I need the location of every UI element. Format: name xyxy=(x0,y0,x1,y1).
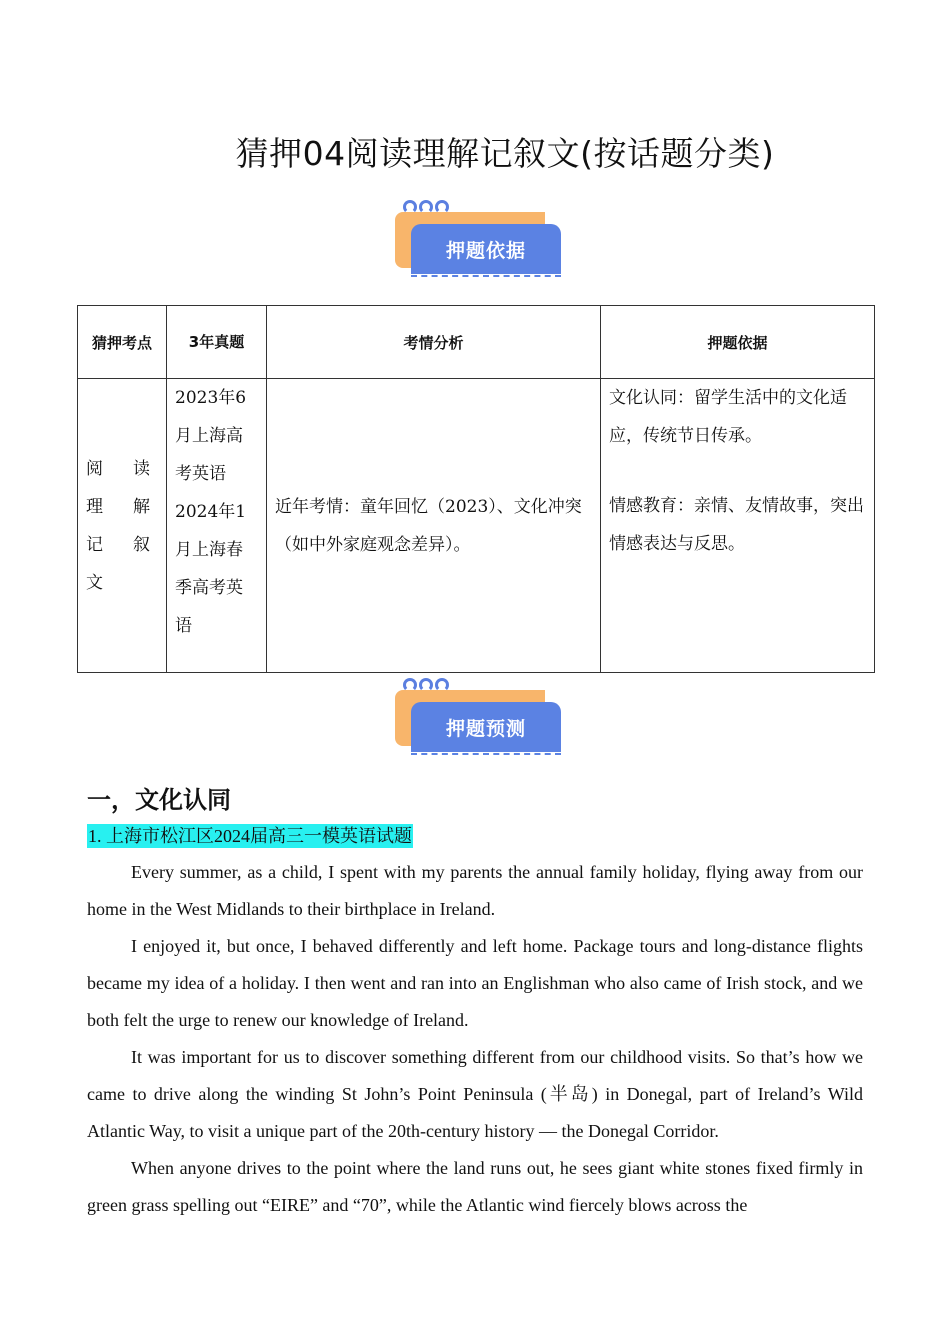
year-item: 2024年1月上海春季高考英语 xyxy=(175,502,247,636)
section-heading: 一，文化认同 xyxy=(87,786,231,814)
table-header-row xyxy=(78,306,875,379)
basis-item: 情感教育：亲情、友情故事，突出情感表达与反思。 xyxy=(609,496,864,554)
paragraph: When anyone drives to the point where the land runs out, he sees giant white stones fixed firmly in green grass spelling out “EIRE” and “70”, while the Atlantic wind fiercely blows across the xyxy=(87,1158,863,1215)
header-years: 3年真题 xyxy=(167,306,267,379)
article-body xyxy=(87,854,863,1224)
predict-badge-label: 押题预测 xyxy=(411,702,561,752)
basis-cell xyxy=(601,379,875,673)
info-table xyxy=(77,305,875,673)
basis-badge xyxy=(393,200,563,280)
header-topic: 猜押考点 xyxy=(78,306,167,379)
topic-cell: 阅读理解记叙文 xyxy=(78,379,167,673)
table-row xyxy=(78,379,875,673)
years-cell xyxy=(167,379,267,673)
analysis-cell: 近年考情：童年回忆（2023）、文化冲突（如中外家庭观念差异）。 xyxy=(267,379,601,673)
basis-badge-label: 押题依据 xyxy=(411,224,561,274)
predict-badge xyxy=(393,678,563,758)
paragraph: I enjoyed it, but once, I behaved differently and left home. Package tours and long-distance flights became my idea of a holiday. I then went and ran into an Englishman who also came of Irish stock, and we both felt the urge to renew our knowledge of Ireland. xyxy=(87,936,863,1030)
header-analysis: 考情分析 xyxy=(267,306,601,379)
page-title: 猜押04阅读理解记叙文(按话题分类) xyxy=(235,134,775,173)
basis-item: 文化认同：留学生活中的文化适应，传统节日传承。 xyxy=(609,388,847,446)
year-item: 2023年6月上海高考英语 xyxy=(175,388,247,484)
source-highlight: 1. 上海市松江区2024届高三一模英语试题 xyxy=(88,826,412,846)
paragraph: It was important for us to discover something different from our childhood visits. So that’s how we came to drive along the winding St John’s Point Peninsula (半岛) in Donegal, part of Ireland’s Wild Atlantic Way, to visit a unique part of the 20th-century history — the Donegal Corridor. xyxy=(87,1047,863,1141)
paragraph: Every summer, as a child, I spent with my parents the annual family holiday, flying away from our home in the West Midlands to their birthplace in Ireland. xyxy=(87,862,863,919)
header-basis: 押题依据 xyxy=(601,306,875,379)
